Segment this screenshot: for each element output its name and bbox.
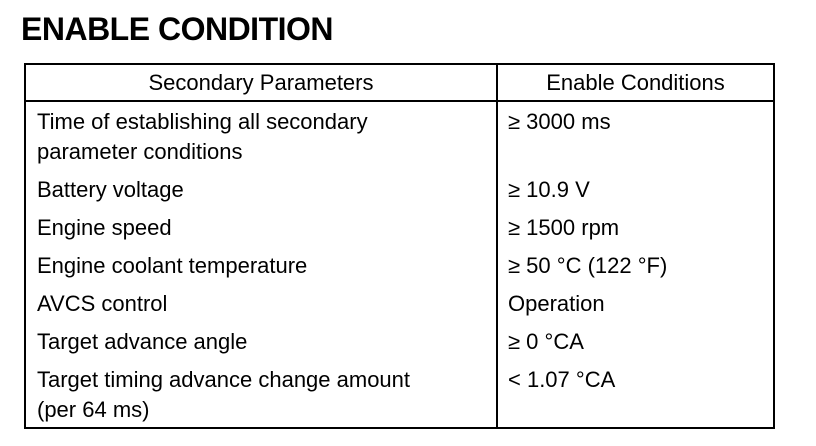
condition-cell: ≥ 1500 rpm [508,215,620,240]
parameter-cell: Engine coolant temperature [25,248,497,286]
parameter-cell: Target advance angle [25,324,497,362]
column-header-enable-conditions: Enable Conditions [497,64,774,101]
column-header-secondary-parameters: Secondary Parameters [25,64,497,101]
parameter-cell: Engine speed [25,210,497,248]
table-row [25,324,774,362]
table-header-row [25,64,774,101]
condition-cell: ≥ 50 °C (122 °F) [508,253,668,278]
parameter-text: parameter conditions [37,139,243,164]
table-row [25,210,774,248]
parameter-text: Time of establishing all secondary [37,109,368,134]
condition-cell: Operation [508,291,605,316]
table-row [25,286,774,324]
condition-cell: ≥ 10.9 V [508,177,590,202]
table-row [25,362,774,428]
parameter-cell: Battery voltage [25,172,497,210]
parameter-cell [25,362,497,428]
parameter-text: (per 64 ms) [37,397,150,422]
table-row [25,172,774,210]
page-title: ENABLE CONDITION [21,11,333,47]
parameter-cell [25,101,497,172]
parameter-cell: AVCS control [25,286,497,324]
condition-cell: < 1.07 °CA [508,367,616,392]
parameter-text: Target timing advance change amount [37,367,411,392]
table-row [25,101,774,172]
condition-cell: ≥ 3000 ms [508,109,611,134]
enable-condition-table [24,63,775,429]
condition-cell: ≥ 0 °CA [508,329,584,354]
table-row [25,248,774,286]
